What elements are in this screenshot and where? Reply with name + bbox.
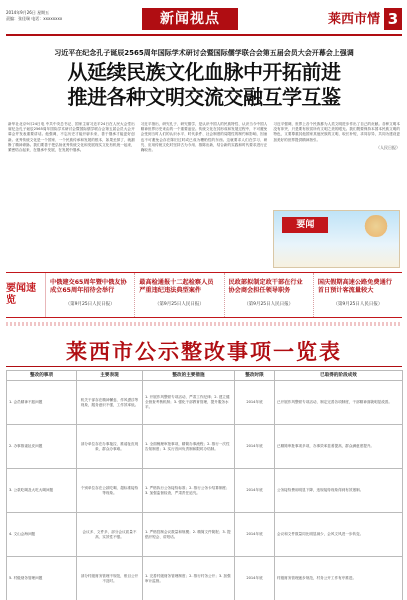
editor-line: 责编：张佳瑞 电话：xxxxxxxx [6, 16, 63, 21]
cell-symptom: 部分村级财务管理不规范，账目公开不及时。 [77, 557, 143, 600]
byline: （人民日报） [376, 144, 401, 150]
quick-news-label [6, 273, 46, 317]
cell-deadline: 2014年底 [235, 513, 275, 557]
body-column-1: 新华社北京9月24日电 中共中央总书记、国家主席习近平24日在人民大会堂出席纪念孔子诞辰2565周年国际学术研讨会暨国际儒学联合会第五届会员大会开幕会并发表重要讲话。他强调，不忘历史才能开辟未来，善于继承才能更好创新。优秀传统文化是一个国家、一个民族传承和发展的根本，如果丢掉了，就割断了精神命脉。我们要善于把弘扬优秀传统文化和发展现实文化有机统一起来，紧密结合起来，在继承中发展，在发展中继承。 [8, 122, 135, 153]
cell-deadline: 2014年底 [235, 469, 275, 513]
cell-result: 公务接待费用明显下降，违规接待现象得到有效遏制。 [275, 469, 403, 513]
body-column-3 [273, 122, 400, 268]
headline-line-2: 推进各种文明交流交融互学互鉴 [67, 85, 341, 109]
cell-deadline: 2014年底 [235, 425, 275, 469]
table-row [7, 513, 403, 557]
cell-measures: 1. 开展作风整顿专项活动，严肃工作纪律；2. 建立健全督查考核机制；3. 强化干部教育管理，提升服务水平。 [143, 381, 235, 425]
cell-result: 已开展作风整顿专项活动，制定完善各项制度，干部精神面貌明显改善。 [275, 381, 403, 425]
header-item: 整改的事项 [7, 371, 77, 381]
section-divider [6, 322, 402, 326]
cell-symptom: 机关干部存在精神懈怠、作风漂浮等现象，服务意识不强，工作效率低。 [77, 381, 143, 425]
cell-symptom: 个别单位存在公款吃喝、超标准接待等现象。 [77, 469, 143, 513]
cell-measures: 1. 严格控制会议数量和规模；2. 精简文件简报；3. 提倡开短会、讲短话。 [143, 513, 235, 557]
quick-news-title: 民政部拟制定政干部在行业协会商会担任领导职务 [228, 279, 303, 294]
quick-news-label-text: 要闻速览 [6, 283, 36, 306]
quick-news-title: 中俄建交65周年暨中俄友协成立65周年招待会举行 [50, 279, 127, 294]
cell-measures: 1. 严格执行公务接待标准；2. 推行公务卡结算制度；3. 加强监督检查，严肃责任追究。 [143, 469, 235, 513]
issue-meta [6, 10, 126, 22]
rectification-table-wrap [6, 370, 402, 600]
cell-item: 1. 会员精神不振问题 [7, 381, 77, 425]
table-header-row [7, 371, 403, 381]
table-row [7, 557, 403, 600]
lead-body [8, 122, 400, 268]
header-measures: 整改的主要措施 [143, 371, 235, 381]
table-row [7, 425, 403, 469]
table-row [7, 469, 403, 513]
page-number: 3 [384, 8, 402, 30]
quick-news-item[interactable] [46, 273, 135, 317]
quick-news-title: 最高检通报十二起检察人员严重违纪违法典型案件 [139, 279, 214, 294]
cell-item: 4. 文山会海问题 [7, 513, 77, 557]
quick-news-item[interactable] [314, 273, 402, 317]
table-section-rule [6, 366, 402, 367]
cell-measures: 1. 全面梳理审批事项，精简办事流程；2. 推行一次性告知制度；3. 实行首问负责制和限时办结制。 [143, 425, 235, 469]
paper-name: 莱西市情 [327, 12, 380, 27]
cell-measures: 1. 完善村级财务管理制度；2. 推行村务公开；3. 加强审计监督。 [143, 557, 235, 600]
table-section-title: 莱西市公示整改事项一览表 [66, 339, 342, 364]
rectification-table [6, 370, 403, 600]
yaowen-tag: 要闻 [282, 217, 328, 233]
masthead-rule [6, 34, 402, 36]
quick-news-date: （第9月25日人民日报） [154, 302, 204, 307]
cell-item: 2. 办事推诿扯皮问题 [7, 425, 77, 469]
cell-item: 5. 村级财务管理问题 [7, 557, 77, 600]
cell-symptom: 会议多、文件多，部分会议质量不高、实效性不强。 [77, 513, 143, 557]
header-symptom: 主要表现 [77, 371, 143, 381]
cell-result: 村级财务管理逐步规范，村务公开工作有序推进。 [275, 557, 403, 600]
cell-deadline: 2014年底 [235, 557, 275, 600]
quick-news-date: （第9月25日人民日报） [65, 302, 115, 307]
body-column-2: 习近平指出，研究孔子、研究儒学，是认识中国人的民族特性、认识当今中国人精神世界历史来由的一个重要途径。传统文化在其形成和发展过程中，不可避免会受到当时人们的认识水平、时代条件、社会制度的局限性的制约和影响，因而也不可避免会存在陈旧过时或已成为糟粕性的东西。这就要求人们在学习、研究、应用传统文化时坚持古为今用、推陈出新，结合新的实践和时代要求进行正确取舍。 [140, 122, 268, 153]
quick-news-item[interactable] [135, 273, 224, 317]
header-deadline: 整改时限 [235, 371, 275, 381]
sun-decoration-icon [361, 215, 391, 237]
table-row [7, 381, 403, 425]
cell-result: 会议和文件数量同比明显减少，会风文风进一步转变。 [275, 513, 403, 557]
masthead [0, 0, 407, 40]
cell-symptom: 部分单位存在办事拖拉、推诿扯皮现象，群众办事难。 [77, 425, 143, 469]
quick-news-list [46, 273, 402, 317]
body-column-3-text: 习近平强调，世界上各个民族都为人类文明进步作出了自己的贡献。各种文明本没有冲突，只是要有欣赏所有文明之美的眼光。我们既要保持本国本民族文明的特色，又要尊重其他国家其他民族的文明，取长补短，求同存异，共同为建设更加美好的世界提供精神指引。 [273, 122, 401, 142]
quick-news-item[interactable] [225, 273, 314, 317]
cell-deadline: 2014年底 [235, 381, 275, 425]
header-result: 已取得的阶段成效 [275, 371, 403, 381]
lead-headline [10, 60, 398, 110]
cell-result: 已精简审批事项多项，办事效率显著提高，群众满意度提升。 [275, 425, 403, 469]
quick-news-band [6, 272, 402, 318]
quick-news-date: （第9月25日人民日报） [244, 302, 294, 307]
lead-kicker: 习近平在纪念孔子诞辰2565周年国际学术研讨会暨国际儒学联合会第五届会员大会开幕会上强调 [54, 49, 354, 57]
headline-line-1: 从延续民族文化血脉中开拓前进 [67, 60, 341, 84]
yaowen-banner [273, 210, 400, 268]
quick-news-title: 国庆假期高速公路免费通行首日预计客流量较大 [317, 279, 392, 294]
quick-news-date: （第9月25日人民日报） [333, 302, 383, 307]
cell-item: 3. 公款吃喝及大吃大喝问题 [7, 469, 77, 513]
issue-date: 2014年9月26日 星期五 [6, 10, 50, 15]
section-name: 新闻视点 [142, 8, 238, 30]
